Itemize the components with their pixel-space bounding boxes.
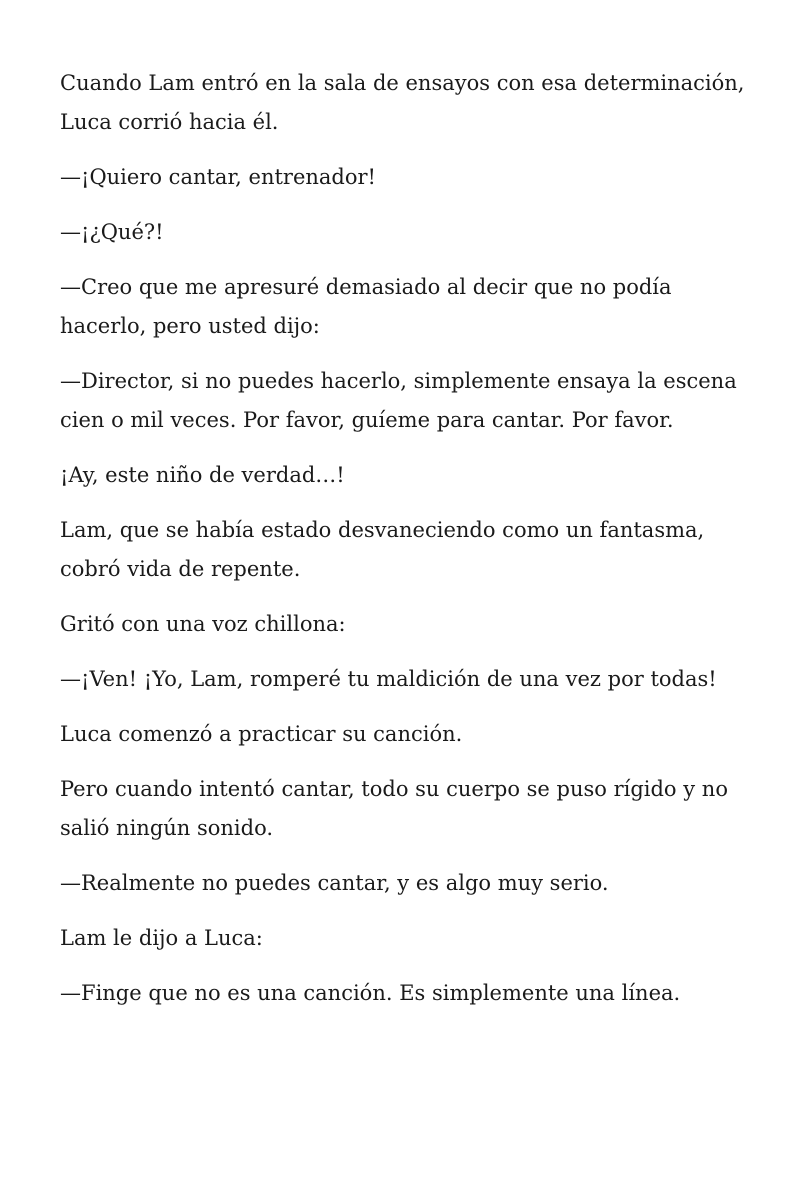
paragraph-3: —¡¿Qué?! <box>60 220 164 244</box>
paragraph-10: Luca comenzó a practicar su canción. <box>60 722 463 746</box>
paragraph-4: —Creo que me apresuré demasiado al decir que no podía hacerlo, pero usted dijo: <box>60 275 672 338</box>
paragraph-2: —¡Quiero cantar, entrenador! <box>60 165 376 189</box>
paragraph-13: Lam le dijo a Luca: <box>60 926 263 950</box>
paragraph-9: —¡Ven! ¡Yo, Lam, romperé tu maldición de una vez por todas! <box>60 667 717 691</box>
paragraph-11: Pero cuando intentó cantar, todo su cuerpo se puso rígido y no salió ningún sonido. <box>60 777 728 840</box>
paragraph-14: —Finge que no es una canción. Es simplemente una línea. <box>60 981 681 1005</box>
paragraph-8: Gritó con una voz chillona: <box>60 612 346 636</box>
paragraph-7: Lam, que se había estado desvaneciendo como un fantasma, cobró vida de repente. <box>60 518 705 581</box>
reading-page <box>60 64 750 1029</box>
paragraph-5: —Director, si no puedes hacerlo, simplemente ensaya la escena cien o mil veces. Por favor, guíeme para cantar. Por favor. <box>60 369 737 432</box>
paragraph-1: Cuando Lam entró en la sala de ensayos con esa determinación, Luca corrió hacia él. <box>60 71 745 134</box>
paragraph-12: —Realmente no puedes cantar, y es algo muy serio. <box>60 871 609 895</box>
paragraph-6: ¡Ay, este niño de verdad…! <box>60 463 345 487</box>
